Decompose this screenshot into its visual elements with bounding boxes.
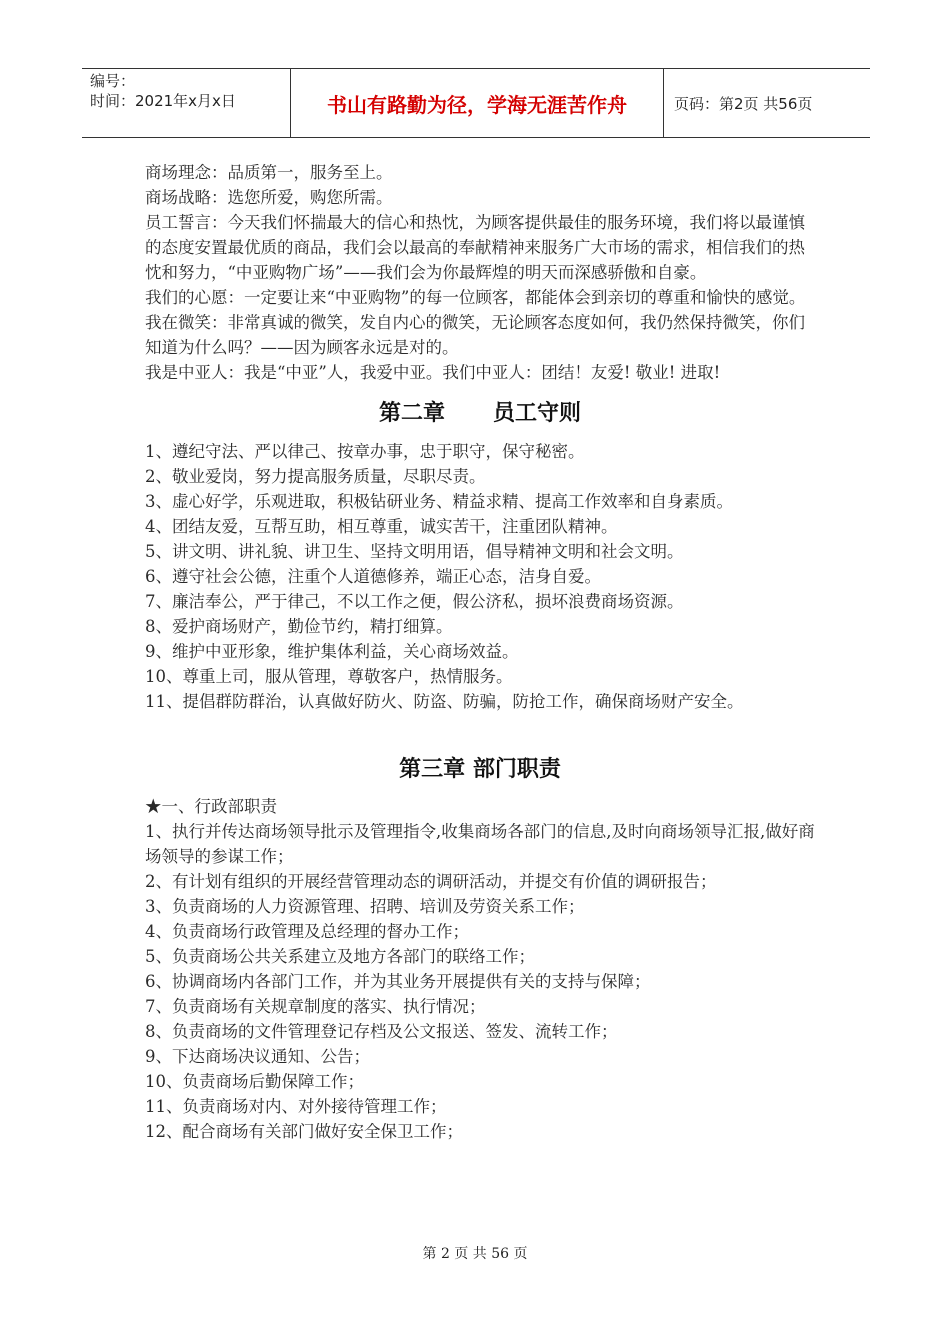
chapter-2-number: 第二章 bbox=[378, 401, 445, 426]
duty-item: 8、负责商场的文件管理登记存档及公文报送、签发、流转工作； bbox=[145, 1022, 618, 1041]
duty-item: 12、配合商场有关部门做好安全保卫工作； bbox=[145, 1122, 463, 1141]
duty-item: 3、负责商场的人力资源管理、招聘、培训及劳资关系工作； bbox=[145, 897, 585, 916]
header-page-info: 页码：第2页 共56页 bbox=[674, 94, 813, 113]
intro-paragraph: 我在微笑：非常真诚的微笑，发自内心的微笑，无论顾客态度如何，我仍然保持微笑，你们知道为什么吗？——因为顾客永远是对的。 bbox=[145, 313, 805, 357]
rule-item: 3、虚心好学，乐观进取，积极钻研业务、精益求精、提高工作效率和自身素质。 bbox=[145, 492, 733, 511]
document-body bbox=[145, 160, 815, 1144]
header-meta-cell bbox=[82, 69, 291, 137]
chapter-2-title: 员工守则 bbox=[493, 401, 582, 426]
chapter-2-heading bbox=[145, 395, 815, 433]
header-table bbox=[82, 68, 870, 138]
rule-item: 6、遵守社会公德，注重个人道德修养，端正心态，洁身自爱。 bbox=[145, 567, 601, 586]
document-date-label: 时间：2021年x月x日 bbox=[90, 92, 236, 110]
page-footer: 第 2 页 共 56 页 bbox=[422, 1246, 528, 1262]
duty-item: 5、负责商场公共关系建立及地方各部门的联络工作； bbox=[145, 947, 535, 966]
duty-item: 4、负责商场行政管理及总经理的督办工作； bbox=[145, 922, 469, 941]
duty-item: 10、负责商场后勤保障工作； bbox=[145, 1072, 364, 1091]
document-number-label: 编号： bbox=[90, 72, 136, 90]
intro-paragraph: 我是中亚人：我是“中亚”人，我爱中亚。我们中亚人：团结！友爱! 敬业! 进取! bbox=[145, 363, 721, 382]
rule-item: 5、讲文明、讲礼貌、讲卫生、坚持文明用语，倡导精神文明和社会文明。 bbox=[145, 542, 684, 561]
intro-paragraph: 员工誓言：今天我们怀揣最大的信心和热忱，为顾客提供最佳的服务环境，我们将以最谨慎的态度安置最优质的商品，我们会以最高的奉献精神来服务广大市场的需求，相信我们的热忱和努力，“中亚购物广场”——我们会为你最辉煌的明天而深感骄傲和自豪。 bbox=[145, 213, 805, 282]
intro-paragraph: 商场战略：选您所爱，购您所需。 bbox=[145, 188, 393, 207]
duty-item: 11、负责商场对内、对外接待管理工作； bbox=[145, 1097, 447, 1116]
header-motto: 书山有路勤为径，学海无涯苦作舟 bbox=[291, 69, 664, 137]
section-title: ★一、行政部职责 bbox=[145, 797, 277, 816]
rule-item: 11、提倡群防群治，认真做好防火、防盗、防骗，防抢工作，确保商场财产安全。 bbox=[145, 692, 744, 711]
intro-paragraph: 商场理念：品质第一，服务至上。 bbox=[145, 163, 393, 182]
rule-item: 2、敬业爱岗，努力提高服务质量，尽职尽责。 bbox=[145, 467, 486, 486]
chapter-3-heading: 第三章 部门职责 bbox=[399, 757, 561, 782]
rule-item: 7、廉洁奉公，严于律己，不以工作之便，假公济私，损坏浪费商场资源。 bbox=[145, 592, 684, 611]
rule-item: 9、维护中亚形象，维护集体利益，关心商场效益。 bbox=[145, 642, 519, 661]
duty-item: 6、协调商场内各部门工作，并为其业务开展提供有关的支持与保障； bbox=[145, 972, 651, 991]
intro-paragraph: 我们的心愿：一定要让来“中亚购物”的每一位顾客，都能体会到亲切的尊重和愉快的感觉。 bbox=[145, 288, 806, 307]
duty-item: 7、负责商场有关规章制度的落实、执行情况； bbox=[145, 997, 486, 1016]
rule-item: 8、爱护商场财产，勤俭节约，精打细算。 bbox=[145, 617, 453, 636]
rule-item: 4、团结友爱，互帮互助，相互尊重，诚实苦干，注重团队精神。 bbox=[145, 517, 618, 536]
rule-item: 1、遵纪守法、严以律己、按章办事，忠于职守，保守秘密。 bbox=[145, 442, 585, 461]
duty-item: 2、有计划有组织的开展经营管理动态的调研活动，并提交有价值的调研报告； bbox=[145, 872, 717, 891]
duty-item: 9、下达商场决议通知、公告； bbox=[145, 1047, 370, 1066]
rule-item: 10、尊重上司，服从管理，尊敬客户，热情服务。 bbox=[145, 667, 513, 686]
duty-item: 1、执行并传达商场领导批示及管理指令,收集商场各部门的信息,及时向商场领导汇报,做好商场领导的参谋工作； bbox=[145, 822, 815, 866]
